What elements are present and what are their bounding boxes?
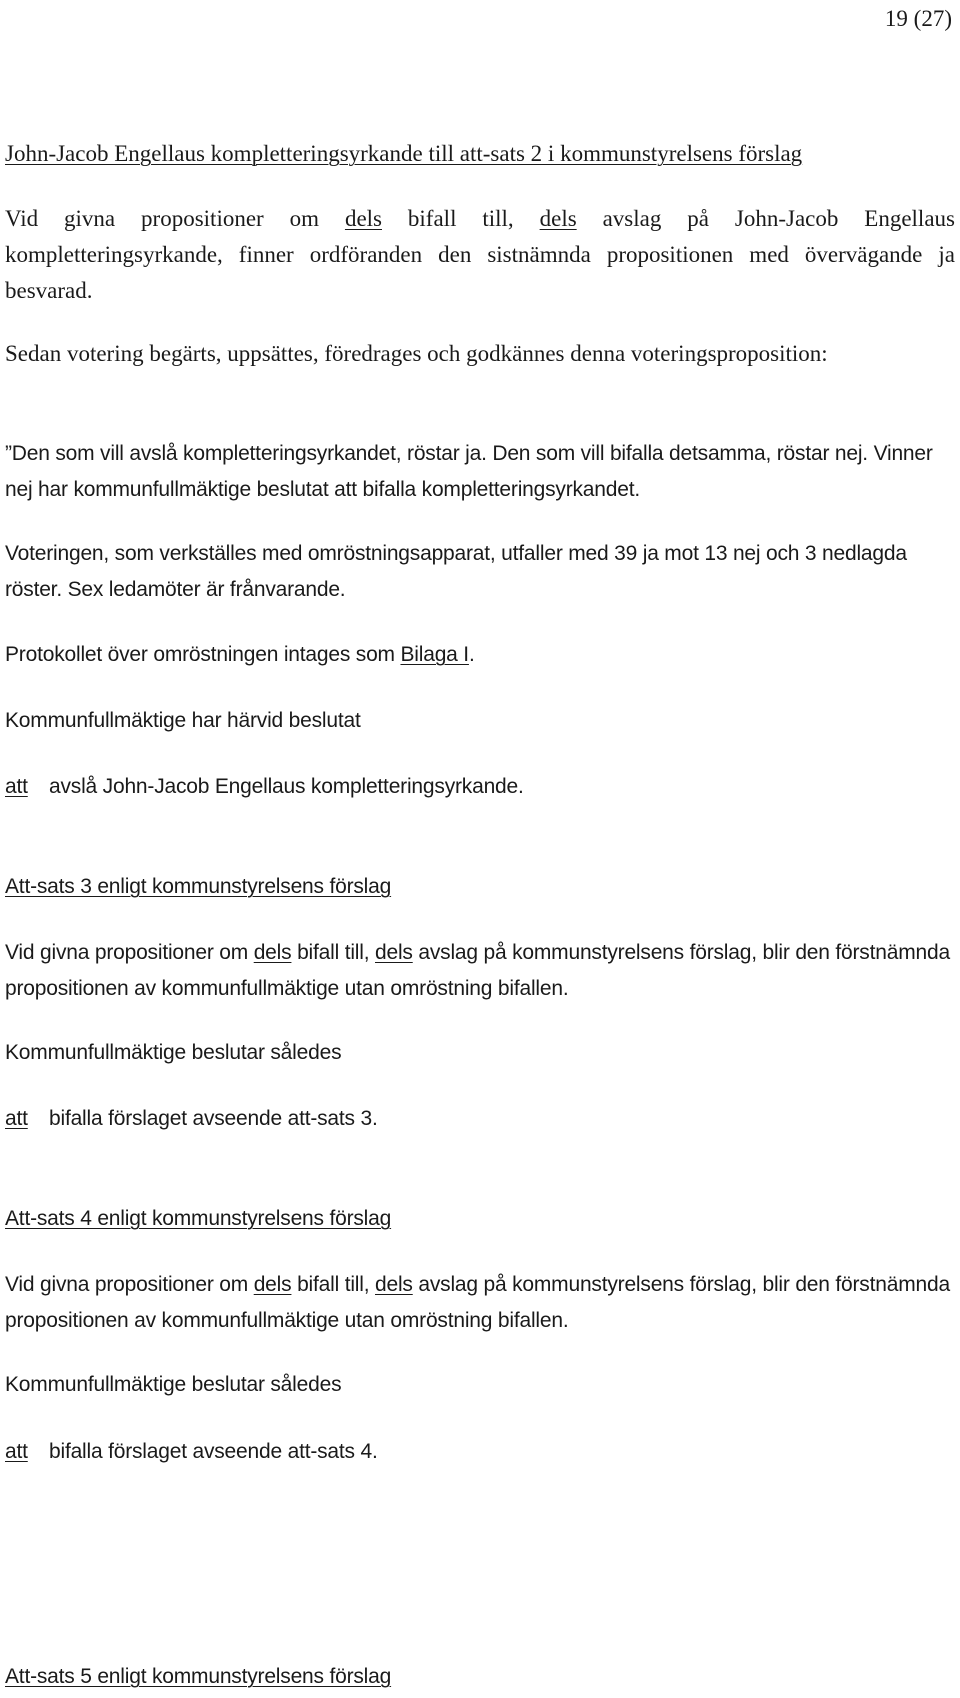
text-run: bifall till,: [291, 941, 375, 964]
section-heading: Att-sats 3 enligt kommunstyrelsens förslag: [5, 875, 392, 898]
paragraph: Kommunfullmäktige har härvid beslutat: [5, 709, 361, 732]
text-run: Vid givna propositioner om: [5, 206, 345, 231]
text-run: .: [468, 643, 475, 666]
section-2-paragraph-1: [5, 935, 955, 1007]
section-heading: Att-sats 4 enligt kommunstyrelsens förslag: [5, 1207, 392, 1230]
decision-line: [5, 1101, 955, 1137]
text-run: bifall till,: [291, 1273, 375, 1296]
section-1-paragraph-5: [5, 637, 955, 673]
decision-text: bifalla förslaget avseende att-sats 4.: [49, 1440, 378, 1463]
section-1-heading-block: [5, 136, 955, 172]
page-number: 19 (27): [884, 6, 952, 31]
section-1-paragraph-6: [5, 703, 955, 739]
section-3-paragraph-1: [5, 1267, 955, 1339]
section-1-paragraph-1: [5, 201, 955, 309]
paragraph: [5, 1267, 955, 1339]
paragraph: [5, 935, 955, 1007]
decision-line: [5, 769, 955, 805]
appendix-link[interactable]: Bilaga I: [400, 643, 469, 666]
att-label: att: [5, 775, 28, 798]
att-label: att: [5, 1107, 28, 1130]
section-3-decision: [5, 1434, 955, 1470]
paragraph: Sedan votering begärts, uppsättes, föredrages och godkännes denna voteringsproposition:: [5, 341, 828, 366]
section-4-heading-block: [5, 1659, 955, 1695]
paragraph: Voteringen, som verkställes med omröstningsapparat, utfaller med 39 ja mot 13 nej och 3 nedlagda röster. Sex ledamöter är frånvarande.: [5, 542, 907, 601]
section-1-paragraph-3: [5, 436, 955, 508]
text-run: avslag på kommunstyrelsens förslag, blir den förstnämnda propositionen av kommunfullmäktige utan omröstning bifallen.: [5, 941, 950, 1000]
text-run: avslag på John-Jacob Engellaus kompletteringsyrkande, finner ordföranden den sistnämnda propositionen med övervägande ja besvarad.: [5, 206, 955, 303]
underlined-word: dels: [253, 1273, 292, 1296]
underlined-word: dels: [539, 206, 577, 231]
section-1-paragraph-4: [5, 536, 955, 608]
decision-line: [5, 1434, 955, 1470]
text-run: avslag på kommunstyrelsens förslag, blir den förstnämnda propositionen av kommunfullmäktige utan omröstning bifallen.: [5, 1273, 950, 1332]
paragraph: [5, 201, 955, 309]
paragraph: [5, 637, 955, 673]
section-2-heading-block: [5, 869, 955, 905]
text-run: Protokollet över omröstningen intages som: [5, 643, 401, 666]
text-run: bifall till,: [382, 206, 540, 231]
section-2-decision: [5, 1101, 955, 1137]
paragraph: Kommunfullmäktige beslutar således: [5, 1373, 342, 1396]
section-2-paragraph-2: [5, 1035, 955, 1071]
underlined-word: dels: [344, 206, 382, 231]
decision-text: avslå John-Jacob Engellaus kompletteringsyrkande.: [49, 775, 524, 798]
underlined-word: dels: [375, 1273, 413, 1296]
text-run: Vid givna propositioner om: [5, 1273, 254, 1296]
section-1-paragraph-2: [5, 336, 955, 372]
paragraph: Kommunfullmäktige beslutar således: [5, 1041, 342, 1064]
decision-text: bifalla förslaget avseende att-sats 3.: [49, 1107, 378, 1130]
section-heading: John-Jacob Engellaus kompletteringsyrkande till att-sats 2 i kommunstyrelsens förslag: [5, 141, 803, 166]
section-3-heading-block: [5, 1201, 955, 1237]
text-run: Vid givna propositioner om: [5, 941, 254, 964]
section-1-decision: [5, 769, 955, 805]
att-label: att: [5, 1440, 28, 1463]
section-heading: Att-sats 5 enligt kommunstyrelsens förslag: [5, 1665, 392, 1688]
underlined-word: dels: [253, 941, 292, 964]
section-3-paragraph-2: [5, 1367, 955, 1403]
quoted-proposition: ”Den som vill avslå kompletteringsyrkandet, röstar ja. Den som vill bifalla detsamma, röstar nej. Vinner nej har kommunfullmäktige beslutat att bifalla kompletteringsyrkandet.: [5, 442, 933, 501]
underlined-word: dels: [375, 941, 413, 964]
